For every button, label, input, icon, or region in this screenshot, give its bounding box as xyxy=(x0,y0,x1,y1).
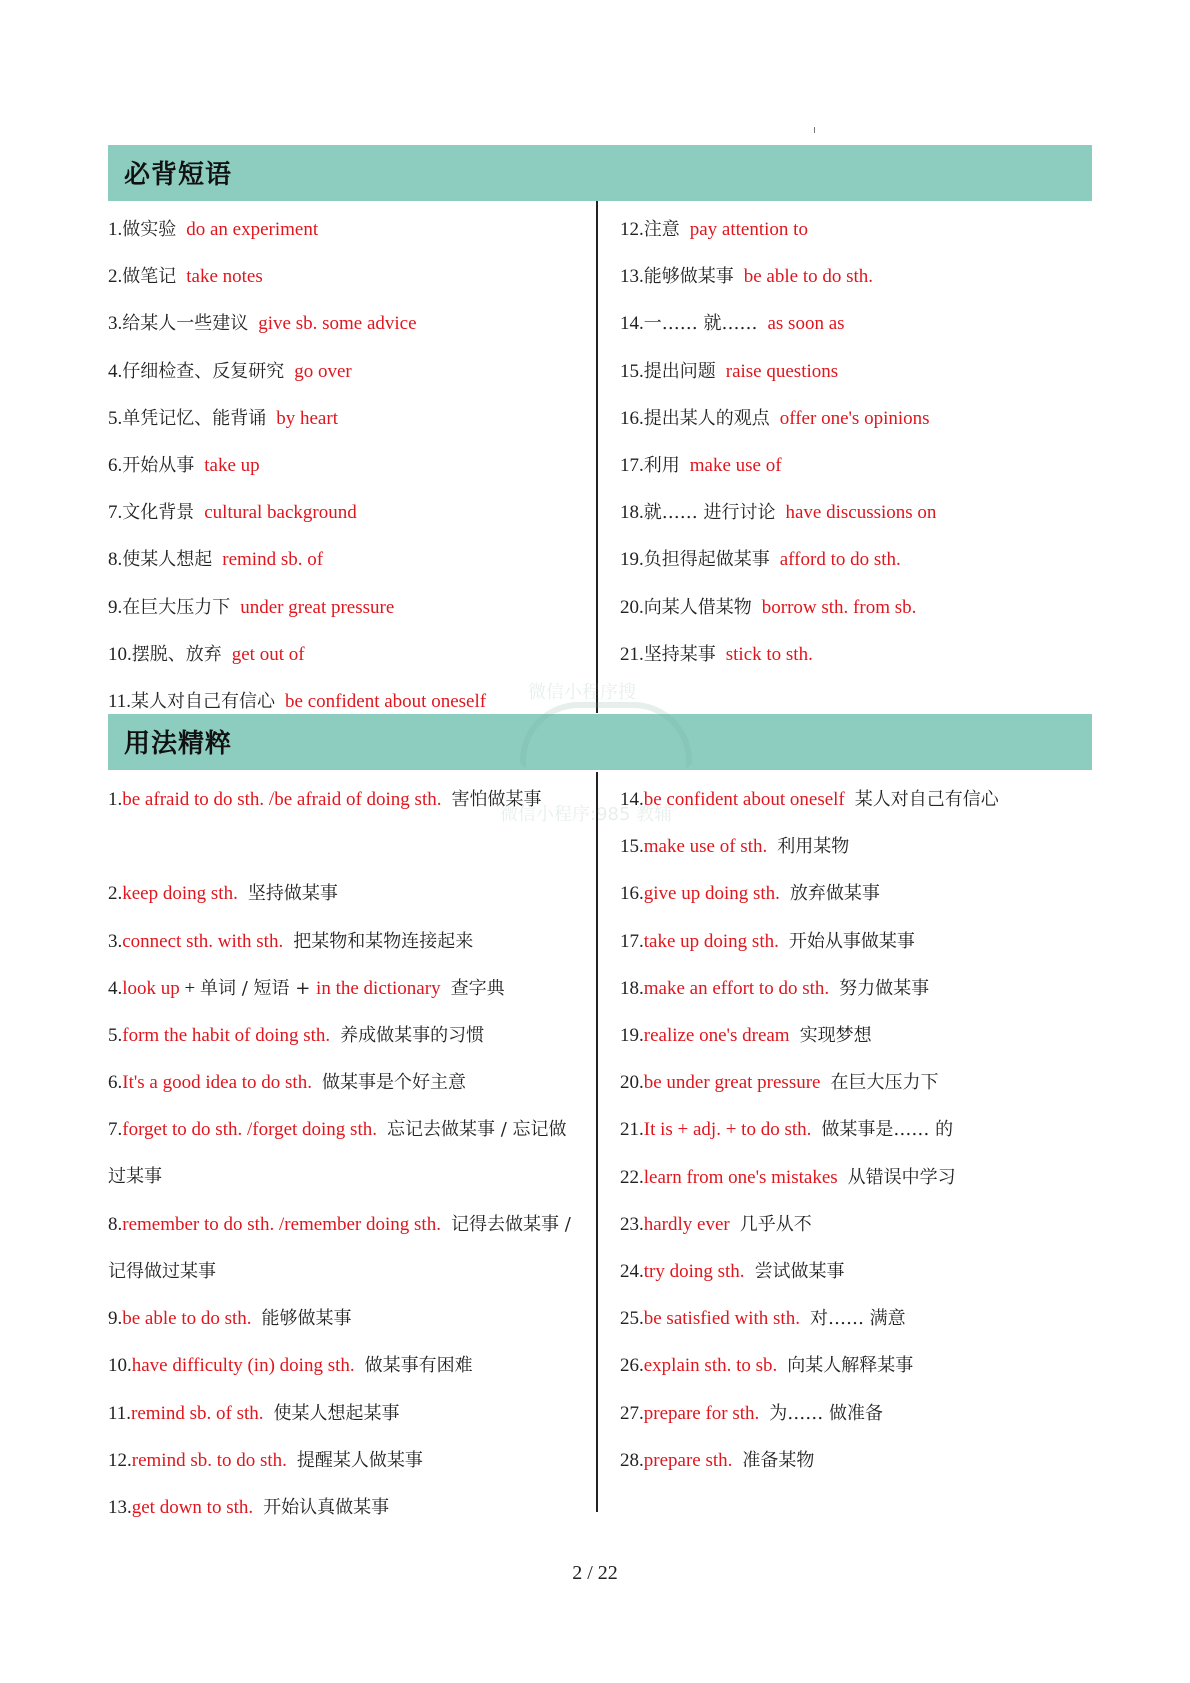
usage-item xyxy=(620,1118,953,1142)
phrase-item xyxy=(108,454,260,478)
english-phrase: remind sb. of xyxy=(222,549,324,571)
item-number: 17. xyxy=(620,930,644,952)
usage-item xyxy=(108,1106,578,1200)
english-phrase: take up xyxy=(204,455,260,476)
item-number: 16. xyxy=(620,883,644,905)
chinese-meaning: 使某人想起 xyxy=(122,549,213,571)
phrase-item xyxy=(108,501,357,525)
english-phrase: offer one's opinions xyxy=(779,407,930,429)
item-number: 9. xyxy=(108,1308,123,1330)
english-phrase: have discussions on xyxy=(785,502,937,524)
item-number: 27. xyxy=(620,1402,644,1424)
usage-item xyxy=(108,1307,352,1331)
item-number: 24. xyxy=(620,1261,644,1282)
english-phrase: be able to do sth. xyxy=(122,1308,252,1330)
chinese-meaning: 能够做某事 xyxy=(261,1308,352,1330)
english-phrase: raise questions xyxy=(725,360,839,382)
english-phrase: be satisfied with sth. xyxy=(643,1308,800,1330)
item-number: 10. xyxy=(108,643,132,665)
phrase-item xyxy=(620,548,901,572)
chinese-meaning: 向某人借某物 xyxy=(643,596,752,618)
item-number: 8. xyxy=(108,549,123,571)
section-title: 必背短语 xyxy=(124,160,233,190)
chinese-meaning: 对…… 满意 xyxy=(809,1308,906,1330)
phrase-item xyxy=(108,265,263,289)
item-number: 4. xyxy=(108,360,123,382)
english-phrase: as soon as xyxy=(767,313,845,335)
item-number: 7. xyxy=(108,1119,123,1141)
section-title: 用法精粹 xyxy=(124,729,233,759)
chinese-meaning: 向某人解释某事 xyxy=(787,1355,914,1377)
usage-item xyxy=(620,1024,872,1048)
phrase-item xyxy=(108,596,394,620)
chinese-meaning: 就…… 进行讨论 xyxy=(643,502,776,524)
chinese-meaning: 准备某物 xyxy=(742,1449,815,1471)
item-number: 16. xyxy=(620,407,644,429)
english-phrase: make use of sth. xyxy=(643,836,768,858)
item-number: 11. xyxy=(108,1402,132,1424)
item-number: 11. xyxy=(108,691,132,712)
chinese-meaning: 做实验 xyxy=(122,219,177,240)
usage-item xyxy=(108,776,578,823)
item-number: 1. xyxy=(108,789,123,810)
english-phrase: be confident about oneself xyxy=(643,789,845,810)
usage-item xyxy=(108,1496,389,1520)
english-phrase: take notes xyxy=(186,266,263,288)
chinese-meaning: 坚持某事 xyxy=(643,643,716,665)
phrase-item xyxy=(620,218,808,242)
english-phrase: go over xyxy=(294,360,352,382)
english-phrase: take up doing sth. xyxy=(643,930,779,952)
english-phrase: under great pressure xyxy=(240,596,395,618)
item-number: 25. xyxy=(620,1308,644,1330)
usage-item xyxy=(108,1402,400,1426)
usage-item xyxy=(620,835,849,859)
chinese-meaning: 仔细检查、反复研究 xyxy=(122,360,285,382)
item-number: 18. xyxy=(620,977,644,999)
usage-item xyxy=(108,1354,473,1378)
usage-item xyxy=(620,1213,812,1237)
chinese-meaning: 负担得起做某事 xyxy=(643,549,770,571)
phrase-item xyxy=(108,360,352,384)
chinese-meaning: 一…… 就…… xyxy=(643,313,758,335)
chinese-meaning: 把某物和某物连接起来 xyxy=(293,930,474,952)
english-phrase: It's a good idea to do sth. xyxy=(122,1072,312,1094)
item-number: 13. xyxy=(620,266,644,288)
item-number: 14. xyxy=(620,789,644,810)
chinese-meaning: 开始从事做某事 xyxy=(788,930,915,952)
chinese-meaning: 几乎从不 xyxy=(739,1213,812,1235)
chinese-meaning: 提醒某人做某事 xyxy=(296,1449,423,1471)
item-number: 17. xyxy=(620,455,644,476)
usage-item xyxy=(620,930,915,954)
chinese-meaning: 查字典 xyxy=(450,977,505,999)
chinese-meaning: 开始从事 xyxy=(122,455,195,476)
chinese-meaning: 给某人一些建议 xyxy=(122,313,249,335)
english-phrase: in the dictionary xyxy=(316,977,441,999)
english-phrase: keep doing sth. xyxy=(122,883,238,905)
item-number: 3. xyxy=(108,313,123,335)
usage-item xyxy=(620,1354,913,1378)
item-number: 22. xyxy=(620,1166,644,1188)
chinese-meaning: 忘记去做某事 / 忘记做过某事 xyxy=(108,1119,567,1188)
english-phrase: borrow sth. from sb. xyxy=(761,596,917,618)
item-number: 26. xyxy=(620,1355,644,1377)
usage-item xyxy=(108,1449,423,1473)
item-number: 15. xyxy=(620,836,644,858)
column-divider xyxy=(596,772,598,1512)
english-phrase: be able to do sth. xyxy=(743,266,874,288)
item-number: 10. xyxy=(108,1355,132,1377)
english-phrase: give up doing sth. xyxy=(643,883,780,905)
item-number: 9. xyxy=(108,596,123,618)
item-number: 1. xyxy=(108,219,123,240)
item-number: 6. xyxy=(108,1072,123,1094)
chinese-meaning: 在巨大压力下 xyxy=(830,1072,939,1094)
phrase-item xyxy=(108,643,305,667)
item-number: 8. xyxy=(108,1213,123,1235)
usage-item xyxy=(620,1402,883,1426)
phrase-item xyxy=(108,407,338,431)
usage-item xyxy=(620,1260,845,1284)
english-phrase: form the habit of doing sth. xyxy=(122,1025,331,1046)
chinese-meaning: 记得去做某事 / 记得做过某事 xyxy=(108,1213,571,1282)
english-phrase: get out of xyxy=(231,643,305,665)
plus-sign: + xyxy=(179,977,200,999)
chinese-meaning: 文化背景 xyxy=(122,502,195,524)
usage-item xyxy=(620,1449,814,1473)
english-phrase: try doing sth. xyxy=(643,1261,745,1282)
item-number: 21. xyxy=(620,643,644,665)
word-phrase-placeholder: 单词 / 短语 + xyxy=(200,977,317,999)
item-number: 21. xyxy=(620,1119,644,1141)
english-phrase: prepare for sth. xyxy=(643,1402,760,1424)
phrase-item xyxy=(108,218,318,242)
usage-item xyxy=(620,882,880,906)
item-number: 20. xyxy=(620,1072,644,1094)
english-phrase: cultural background xyxy=(204,502,357,524)
english-phrase: realize one's dream xyxy=(643,1025,790,1046)
usage-item xyxy=(108,977,505,1001)
english-phrase: pay attention to xyxy=(689,219,808,240)
item-number: 5. xyxy=(108,407,123,429)
phrase-item xyxy=(620,596,916,620)
chinese-meaning: 利用某物 xyxy=(777,836,850,858)
chinese-meaning: 能够做某事 xyxy=(643,266,734,288)
chinese-meaning: 做某事有困难 xyxy=(364,1355,473,1377)
chinese-meaning: 摆脱、放弃 xyxy=(131,643,222,665)
usage-item xyxy=(620,977,929,1001)
english-phrase: give sb. some advice xyxy=(258,313,417,335)
phrase-item xyxy=(620,643,813,667)
section-header-phrases xyxy=(108,145,1092,201)
phrase-item xyxy=(108,312,417,336)
item-number: 15. xyxy=(620,360,644,382)
usage-item xyxy=(108,930,473,954)
english-phrase: be confident about oneself xyxy=(285,691,487,712)
phrase-item xyxy=(108,548,323,572)
item-number: 18. xyxy=(620,502,644,524)
phrase-item xyxy=(620,265,873,289)
chinese-meaning: 使某人想起某事 xyxy=(273,1402,400,1424)
english-phrase: have difficulty (in) doing sth. xyxy=(131,1355,355,1377)
item-number: 19. xyxy=(620,1025,644,1046)
phrase-item xyxy=(620,360,838,384)
section-header-usage xyxy=(108,714,1092,770)
english-phrase: It is + adj. + to do sth. xyxy=(643,1119,812,1141)
item-number: 14. xyxy=(620,313,644,335)
usage-item xyxy=(108,882,338,906)
chinese-meaning: 注意 xyxy=(643,219,680,240)
usage-item xyxy=(108,1024,484,1048)
chinese-meaning: 开始认真做某事 xyxy=(263,1497,390,1518)
chinese-meaning: 利用 xyxy=(643,455,680,476)
chinese-meaning: 尝试做某事 xyxy=(754,1261,845,1282)
item-number: 23. xyxy=(620,1213,644,1235)
usage-item xyxy=(620,788,999,812)
english-phrase: remember to do sth. /remember doing sth. xyxy=(122,1213,441,1235)
item-number: 3. xyxy=(108,930,123,952)
english-phrase: stick to sth. xyxy=(725,643,813,665)
chinese-meaning: 坚持做某事 xyxy=(247,883,338,905)
english-phrase: by heart xyxy=(276,407,338,429)
chinese-meaning: 某人对自己有信心 xyxy=(854,789,999,810)
english-phrase: look up xyxy=(122,977,180,999)
item-number: 13. xyxy=(108,1497,132,1518)
item-number: 2. xyxy=(108,266,123,288)
item-number: 12. xyxy=(108,1449,132,1471)
item-number: 19. xyxy=(620,549,644,571)
watermark: 微信小程序搜 微信小程序:985 教辅 xyxy=(500,678,700,828)
english-phrase: make use of xyxy=(689,455,782,476)
usage-item xyxy=(620,1166,956,1190)
chinese-meaning: 从错误中学习 xyxy=(847,1166,956,1188)
chinese-meaning: 提出某人的观点 xyxy=(643,407,770,429)
item-number: 12. xyxy=(620,219,644,240)
english-phrase: get down to sth. xyxy=(131,1497,254,1518)
phrase-item xyxy=(620,407,930,431)
page-mark xyxy=(814,127,815,133)
chinese-meaning: 单凭记忆、能背诵 xyxy=(122,407,267,429)
phrase-item xyxy=(620,454,782,478)
chinese-meaning: 为…… 做准备 xyxy=(769,1402,884,1424)
usage-item xyxy=(108,1071,466,1095)
usage-item xyxy=(620,1307,906,1331)
chinese-meaning: 在巨大压力下 xyxy=(122,596,231,618)
chinese-meaning: 实现梦想 xyxy=(799,1025,872,1046)
usage-item xyxy=(108,1201,578,1295)
chinese-meaning: 某人对自己有信心 xyxy=(131,691,276,712)
item-number: 20. xyxy=(620,596,644,618)
item-number: 4. xyxy=(108,977,123,999)
english-phrase: remind sb. of sth. xyxy=(131,1402,264,1424)
english-phrase: connect sth. with sth. xyxy=(122,930,284,952)
chinese-meaning: 提出问题 xyxy=(643,360,716,382)
chinese-meaning: 做某事是…… 的 xyxy=(821,1119,954,1141)
item-number: 6. xyxy=(108,455,123,476)
chinese-meaning: 放弃做某事 xyxy=(789,883,880,905)
page-number: 2 / 22 xyxy=(572,1562,618,1584)
chinese-meaning: 做笔记 xyxy=(122,266,177,288)
column-divider xyxy=(596,201,598,713)
english-phrase: learn from one's mistakes xyxy=(643,1166,838,1188)
english-phrase: remind sb. to do sth. xyxy=(131,1449,287,1471)
english-phrase: prepare sth. xyxy=(643,1449,733,1471)
phrase-item xyxy=(620,501,936,525)
item-number: 7. xyxy=(108,502,123,524)
phrase-item xyxy=(620,312,845,336)
chinese-meaning: 害怕做某事 xyxy=(451,789,542,810)
chinese-meaning: 努力做某事 xyxy=(839,977,930,999)
english-phrase: explain sth. to sb. xyxy=(643,1355,778,1377)
english-phrase: forget to do sth. /forget doing sth. xyxy=(122,1119,377,1141)
english-phrase: do an experiment xyxy=(186,219,319,240)
chinese-meaning: 养成做某事的习惯 xyxy=(340,1025,485,1046)
usage-item xyxy=(620,1071,938,1095)
english-phrase: hardly ever xyxy=(643,1213,730,1235)
english-phrase: make an effort to do sth. xyxy=(643,977,830,999)
english-phrase: be under great pressure xyxy=(643,1072,821,1094)
phrase-item xyxy=(108,690,486,714)
item-number: 28. xyxy=(620,1449,644,1471)
chinese-meaning: 做某事是个好主意 xyxy=(321,1072,466,1094)
english-phrase: be afraid to do sth. /be afraid of doing sth. xyxy=(122,789,442,810)
item-number: 2. xyxy=(108,883,123,905)
english-phrase: afford to do sth. xyxy=(779,549,901,571)
item-number: 5. xyxy=(108,1025,123,1046)
